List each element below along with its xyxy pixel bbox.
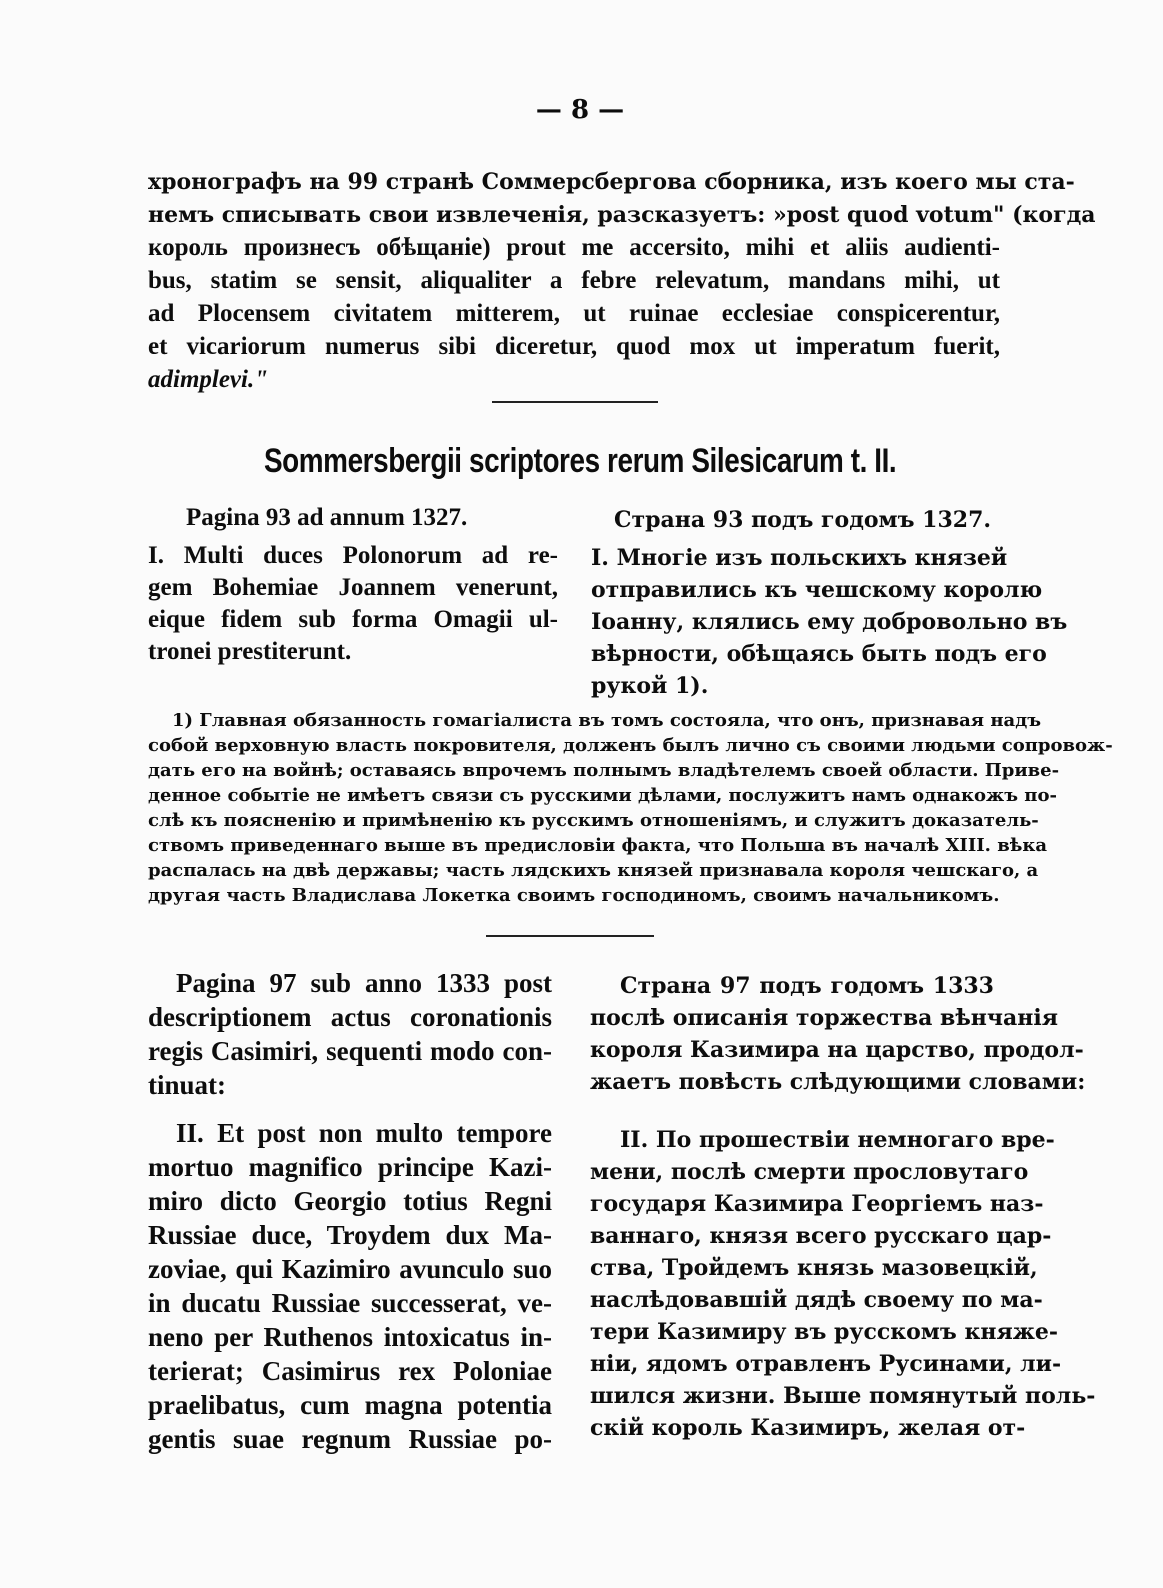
right-col-line: I. Многіе изъ польскихъ князей	[591, 545, 1008, 571]
left-text-line: Russiae duce, Troydem dux Ma-	[148, 1220, 552, 1250]
intro-line: adimplevi."	[148, 366, 269, 393]
right-col-line: рукой 1).	[591, 673, 709, 699]
right-text-line: шился жизни. Выше помянутый поль-	[590, 1383, 1096, 1409]
intro-line: король произнесъ обѣщаніе) prout me accersito, mihi et aliis audienti-	[148, 234, 1000, 261]
intro-line: ad Plocensem civitatem mitterem, ut ruinae ecclesiae conspicerentur,	[148, 300, 1000, 327]
left-text-line: terierat; Casimirus rex Poloniae	[148, 1356, 552, 1386]
footnote-line: слѣ къ поясненію и примѣненію къ русскимъ отношеніямъ, и служитъ доказатель-	[148, 810, 1039, 831]
right-intro-line: Страна 97 подъ годомъ 1333	[620, 973, 994, 999]
left-text-line: in ducatu Russiae successerat, ve-	[148, 1288, 552, 1318]
section-title: Sommersbergii scriptores rerum Silesicarum t. II.	[264, 442, 897, 480]
right-text-line: тери Казимиру въ русскомъ княже-	[590, 1319, 1059, 1345]
left-heading: Pagina 93 ad annum 1327.	[186, 504, 468, 531]
divider-rule	[492, 401, 658, 403]
footnote-line: ствомъ приведеннаго выше въ предисловіи факта, что Польша въ началѣ XIII. вѣка	[148, 835, 1048, 856]
intro-line: et vicariorum numerus sibi diceretur, quod mox ut imperatum fuerit,	[148, 333, 1000, 360]
left-text-line: miro dicto Georgio totius Regni	[148, 1186, 552, 1216]
right-text-line: ства, Тройдемъ князь мазовецкій,	[590, 1255, 1038, 1281]
footnote-line: дать его на войнѣ; оставаясь впрочемъ полнымъ владѣтелемъ своей области. Приве-	[148, 760, 1060, 781]
right-heading: Страна 93 подъ годомъ 1327.	[614, 507, 992, 533]
footnote-line: денное событіе не имѣетъ связи съ русскими дѣлами, послужитъ намъ однакожъ по-	[148, 785, 1057, 806]
left-intro-line: regis Casimiri, sequenti modo con-	[148, 1036, 552, 1066]
right-col-line: вѣрности, обѣщаясь быть подъ его	[591, 641, 1047, 667]
page-number: — 8 —	[535, 95, 625, 125]
intro-line: хронографъ на 99 странѣ Соммерсбергова сборника, изъ коего мы ста-	[148, 169, 1075, 195]
left-col-line: tronei prestiterunt.	[148, 638, 352, 665]
right-text-line: наслѣдовавшій дядѣ своему по ма-	[590, 1287, 1043, 1313]
footnote-line: другая часть Владислава Локетка своимъ господиномъ, своимъ начальникомъ.	[148, 885, 1000, 906]
left-intro-line: Pagina 97 sub anno 1333 post	[176, 968, 552, 998]
divider-rule	[486, 935, 654, 937]
intro-line: немъ списывать свои извлеченія, разсказуетъ: »post quod votum" (когда	[148, 202, 1096, 228]
intro-line: bus, statim se sensit, aliqualiter a febre relevatum, mandans mihi, ut	[148, 267, 1000, 294]
right-text-line: ваннаго, князя всего русскаго цар-	[590, 1223, 1052, 1249]
left-text-line: zoviae, qui Kazimiro avunculo suo	[148, 1254, 552, 1284]
right-col-line: Іоанну, клялись ему добровольно въ	[591, 609, 1068, 635]
right-text-line: II. По прошествіи немногаго вре-	[620, 1127, 1055, 1153]
right-text-line: мени, послѣ смерти прословутаго	[590, 1159, 1029, 1185]
footnote-line: 1) Главная обязанность гомагіалиста въ томъ состояла, что онъ, признавая надъ	[172, 710, 1042, 731]
left-col-line: I. Multi duces Polonorum ad re-	[148, 542, 558, 569]
left-text-line: II. Et post non multo tempore	[176, 1118, 552, 1148]
left-col-line: eique fidem sub forma Omagii ul-	[148, 606, 558, 633]
left-intro-line: tinuat:	[148, 1070, 227, 1100]
right-intro-line: послѣ описанія торжества вѣнчанія	[590, 1005, 1058, 1031]
footnote-line: распалась на двѣ державы; часть лядскихъ князей признавала короля чешскаго, а	[148, 860, 1039, 881]
left-text-line: gentis suae regnum Russiae po-	[148, 1424, 552, 1454]
right-intro-line: короля Казимира на царство, продол-	[590, 1037, 1084, 1063]
right-text-line: ніи, ядомъ отравленъ Русинами, ли-	[590, 1351, 1062, 1377]
right-col-line: отправились къ чешскому королю	[591, 577, 1043, 603]
left-col-line: gem Bohemiae Joannem venerunt,	[148, 574, 558, 601]
right-text-line: государя Казимира Георгіемъ наз-	[590, 1191, 1044, 1217]
left-intro-line: descriptionem actus coronationis	[148, 1002, 552, 1032]
left-text-line: praelibatus, cum magna potentia	[148, 1390, 552, 1420]
footnote-line: собой верховную власть покровителя, долженъ былъ лично съ своими людьми сопровож-	[148, 735, 1113, 756]
right-intro-line: жаетъ повѣсть слѣдующими словами:	[590, 1069, 1086, 1095]
right-text-line: скій король Казимиръ, желая от-	[590, 1415, 1026, 1441]
left-text-line: neno per Ruthenos intoxicatus in-	[148, 1322, 552, 1352]
left-text-line: mortuo magnifico principe Kazi-	[148, 1152, 552, 1182]
